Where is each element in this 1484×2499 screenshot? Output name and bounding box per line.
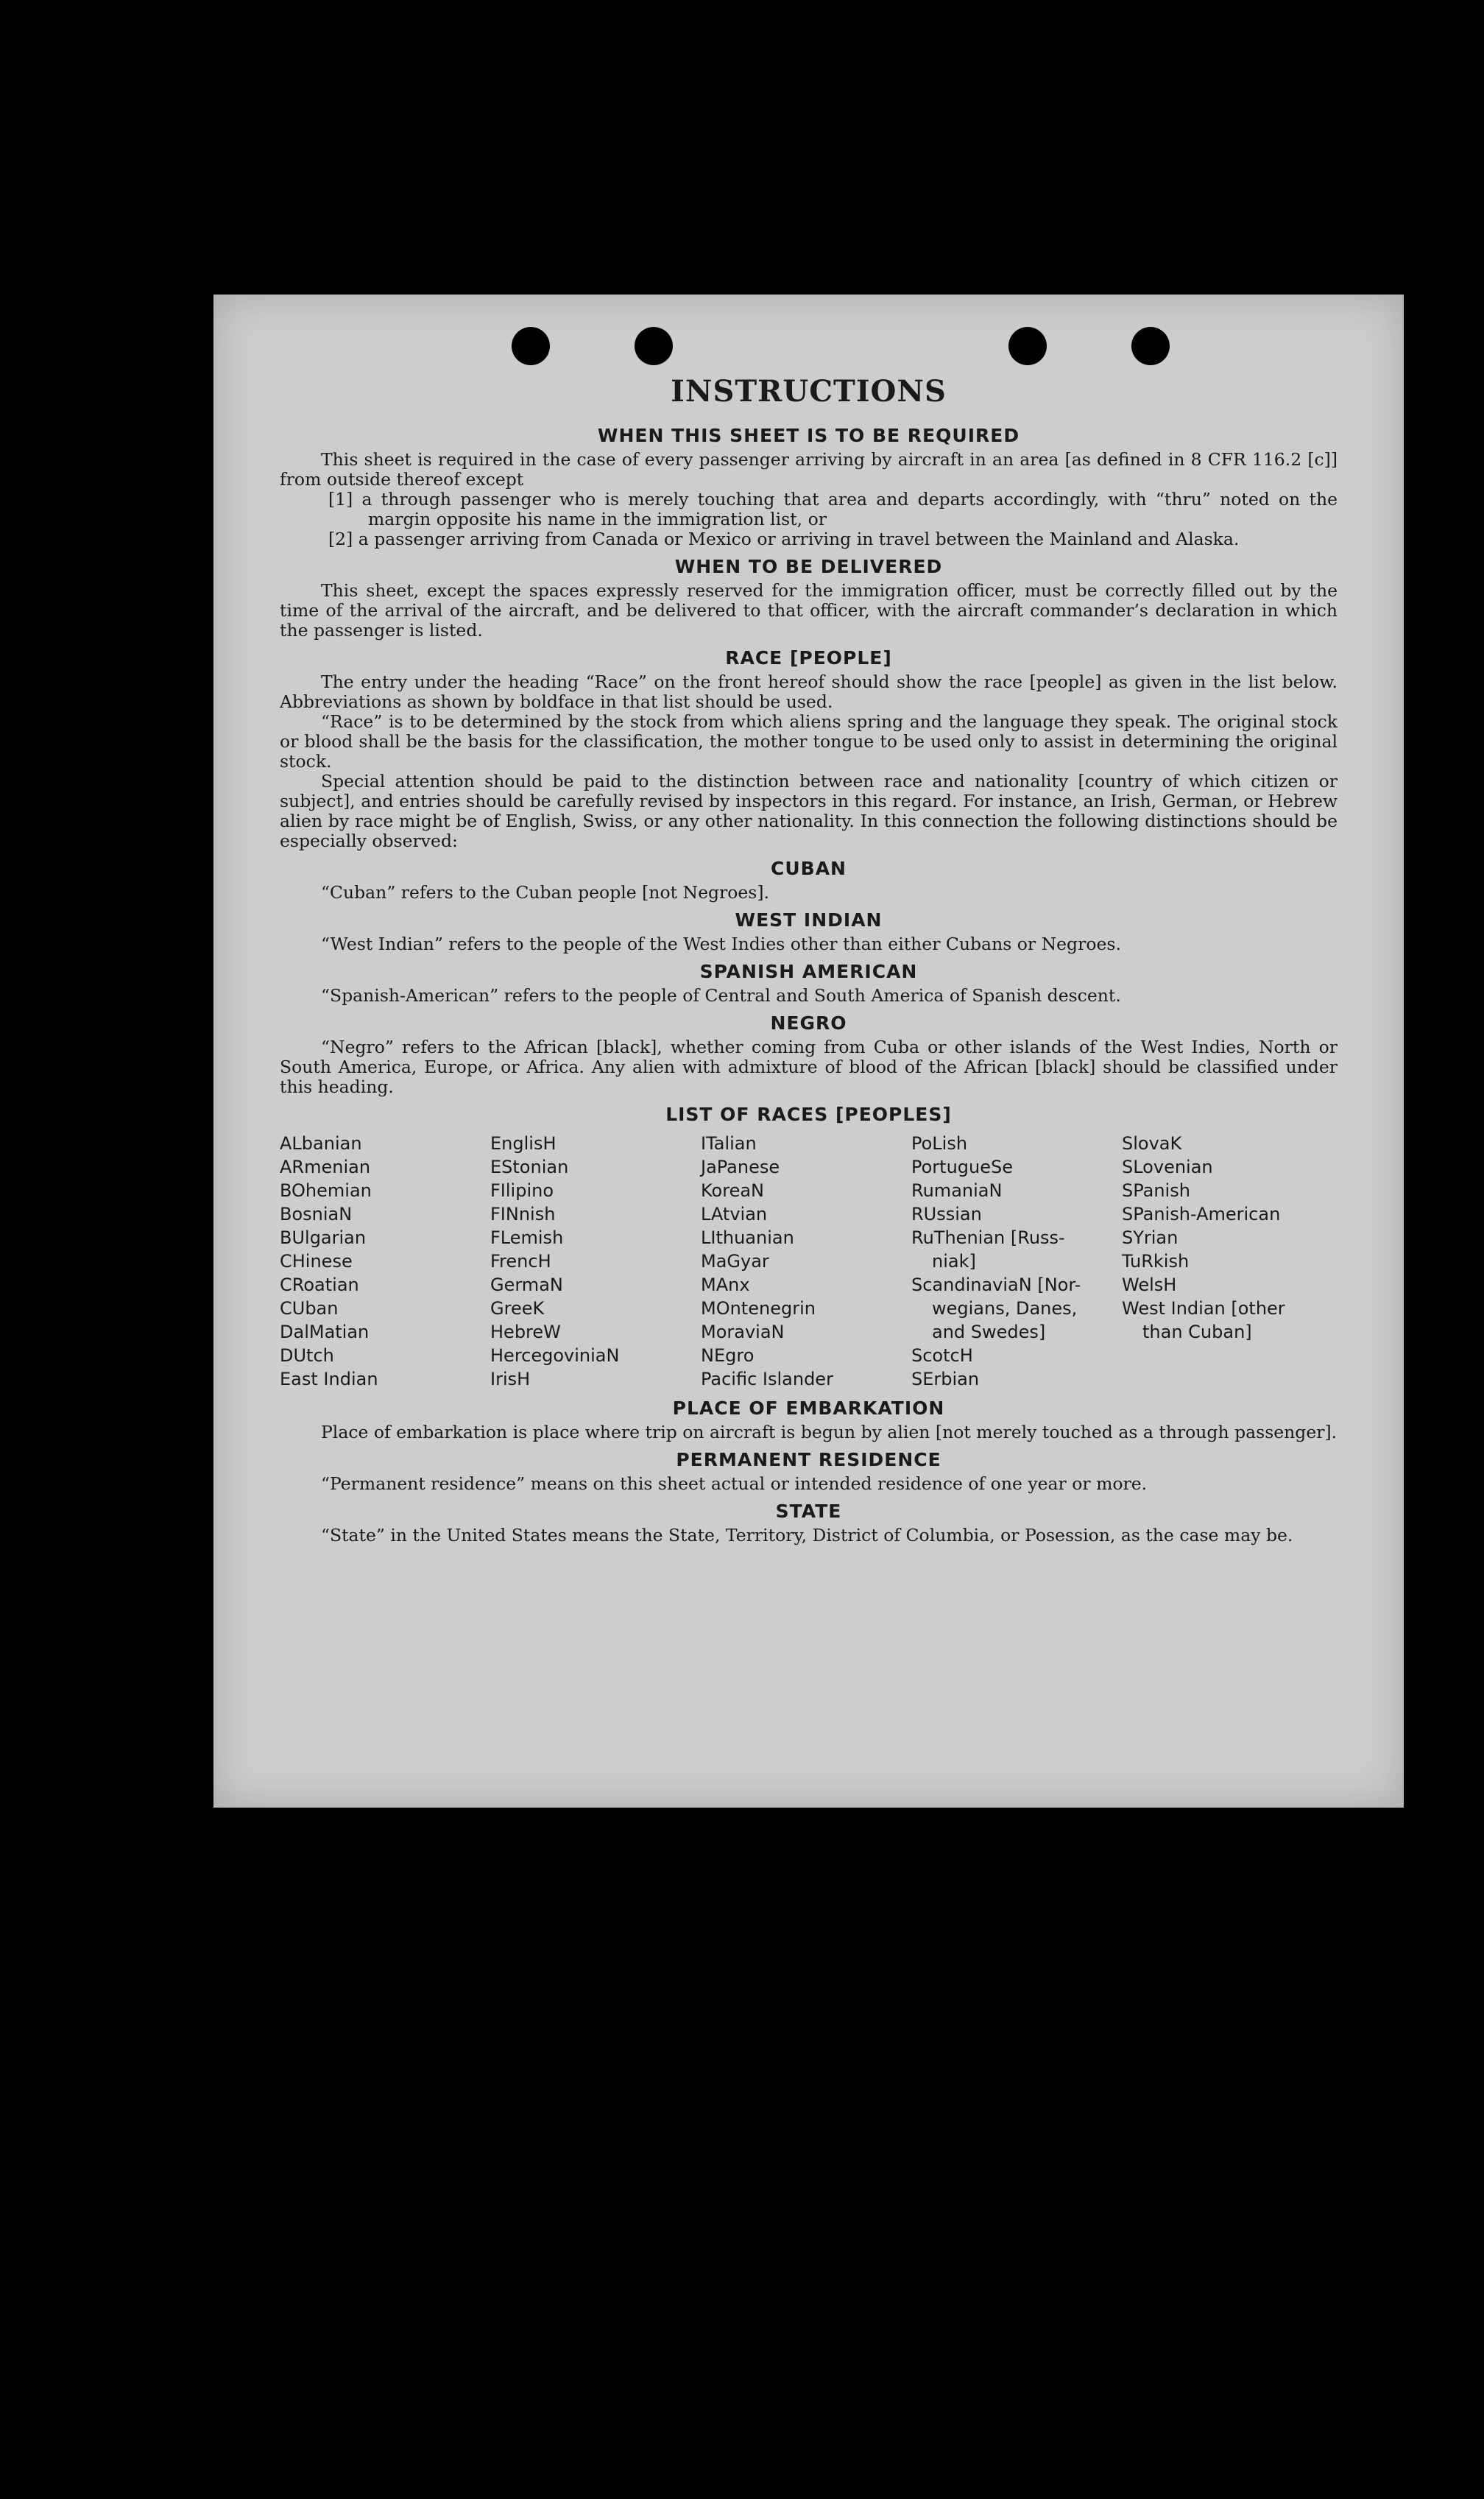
race-item: SLovenian (1122, 1157, 1213, 1177)
race-item: BOhemian (280, 1180, 372, 1201)
punch-hole-2 (635, 327, 673, 365)
race-item: East Indian (280, 1369, 378, 1389)
race-item: MOntenegrin (701, 1298, 816, 1319)
race-item: CRoatian (280, 1275, 359, 1295)
races-column (490, 1132, 701, 1391)
race-item-continuation: than Cuban] (1142, 1322, 1252, 1342)
paragraph: Special attention should be paid to the distinction between race and nationality [country of which citizen or subject], and entries should be carefully revised by inspectors in this regard. For instance, an Irish, German, or Hebrew alien by race might be of English, Swiss, or any other nationality. In this connection the following distinctions should be especially observed: (280, 771, 1338, 851)
race-item: ScotcH (911, 1345, 973, 1366)
section-heading: CUBAN (771, 858, 847, 879)
race-item: HebreW (490, 1322, 561, 1342)
race-item: LAtvian (701, 1204, 768, 1224)
paragraph: “Permanent residence” means on this sheet actual or intended residence of one year or more. (321, 1473, 1148, 1494)
section-heading: STATE (775, 1501, 842, 1522)
race-item: SlovaK (1122, 1133, 1182, 1154)
race-item: IrisH (490, 1369, 531, 1389)
race-item: MoraviaN (701, 1322, 785, 1342)
race-item: PortugueSe (911, 1157, 1013, 1177)
race-item-continuation: and Swedes] (932, 1322, 1046, 1342)
paragraph: “Race” is to be determined by the stock from which aliens spring and the language they speak. The original stock or blood shall be the basis for the classification, the mother tongue to be used only to assist in determining the original stock. (280, 711, 1338, 772)
race-item: West Indian [other (1122, 1298, 1285, 1319)
document-title: INSTRUCTIONS (671, 374, 947, 409)
race-item: SYrian (1122, 1227, 1179, 1248)
paragraph: The entry under the heading “Race” on the front hereof should show the race [people] as given in the list below. Abbreviations as shown by boldface in that list should be used. (280, 672, 1338, 712)
races-column (911, 1132, 1122, 1391)
race-item: ARmenian (280, 1157, 371, 1177)
race-item: SPanish (1122, 1180, 1190, 1201)
race-item: KoreaN (701, 1180, 764, 1201)
race-item: GreeK (490, 1298, 545, 1319)
race-item: ALbanian (280, 1133, 362, 1154)
race-item: RuThenian [Russ- (911, 1227, 1065, 1248)
document-sheet (213, 295, 1404, 1808)
race-item: Pacific Islander (701, 1369, 833, 1389)
section-heading: PERMANENT RESIDENCE (676, 1449, 941, 1470)
section-heading: WHEN THIS SHEET IS TO BE REQUIRED (597, 425, 1020, 446)
races-column (701, 1132, 911, 1391)
races-table (280, 1132, 1338, 1391)
race-item: DalMatian (280, 1322, 370, 1342)
races-column (280, 1132, 490, 1391)
paragraph: Place of embarkation is place where trip on aircraft is begun by alien [not merely touched as a through passenger]. (321, 1422, 1338, 1442)
race-item: MaGyar (701, 1251, 769, 1272)
race-item: EStonian (490, 1157, 569, 1177)
section-heading: SPANISH AMERICAN (699, 961, 918, 982)
race-item: RUssian (911, 1204, 982, 1224)
race-item-continuation: wegians, Danes, (932, 1298, 1078, 1319)
race-item: FLemish (490, 1227, 564, 1248)
races-heading: LIST OF RACES [PEOPLES] (665, 1104, 952, 1125)
paragraph: This sheet is required in the case of every passenger arriving by aircraft in an area [as defined in 8 CFR 116.2 [c]] from outside thereof except (280, 449, 1338, 490)
race-item: NEgro (701, 1345, 755, 1366)
race-item: RumaniaN (911, 1180, 1003, 1201)
paragraph: “State” in the United States means the State, Territory, District of Columbia, or Posession, as the case may be. (321, 1525, 1293, 1545)
race-item: PoLish (911, 1133, 968, 1154)
race-item: FINnish (490, 1204, 556, 1224)
race-item: ScandinaviaN [Nor- (911, 1275, 1081, 1295)
race-item: CUban (280, 1298, 339, 1319)
race-item: TuRkish (1122, 1251, 1190, 1272)
race-item: FrencH (490, 1251, 551, 1272)
section-heading: PLACE OF EMBARKATION (672, 1397, 945, 1419)
race-item: MAnx (701, 1275, 750, 1295)
race-item: FIlipino (490, 1180, 554, 1201)
races-column (1122, 1132, 1332, 1391)
punch-hole-4 (1131, 327, 1170, 365)
race-item: EnglisH (490, 1133, 556, 1154)
section-heading: WHEN TO BE DELIVERED (674, 556, 943, 577)
section-heading: RACE [PEOPLE] (725, 647, 892, 669)
list-item: [1] a through passenger who is merely touching that area and departs accordingly, with “thru” noted on the margin opposite his name in the immigration list, or (328, 489, 1338, 529)
paragraph: “West Indian” refers to the people of the West Indies other than either Cubans or Negroes. (321, 934, 1121, 954)
race-item: SPanish-American (1122, 1204, 1281, 1224)
section-heading: WEST INDIAN (735, 909, 883, 931)
race-item: JaPanese (701, 1157, 780, 1177)
race-item: DUtch (280, 1345, 334, 1366)
race-item: GermaN (490, 1275, 563, 1295)
race-item: ITalian (701, 1133, 757, 1154)
paragraph: “Negro” refers to the African [black], whether coming from Cuba or other islands of the West Indies, North or South America, Europe, or Africa. Any alien with admixture of blood of the African [black] should be classified under this heading. (280, 1037, 1338, 1097)
punch-hole-1 (512, 327, 550, 365)
race-item: HercegoviniaN (490, 1345, 620, 1366)
race-item: CHinese (280, 1251, 353, 1272)
race-item: BosniaN (280, 1204, 353, 1224)
paragraph: “Spanish-American” refers to the people of Central and South America of Spanish descent. (321, 985, 1121, 1006)
punch-hole-3 (1008, 327, 1047, 365)
list-item: [2] a passenger arriving from Canada or Mexico or arriving in travel between the Mainland and Alaska. (328, 529, 1240, 549)
race-item-continuation: niak] (932, 1251, 976, 1272)
document-body (280, 418, 1338, 1545)
paragraph: This sheet, except the spaces expressly reserved for the immigration officer, must be correctly filled out by the time of the arrival of the aircraft, and be delivered to that officer, with the aircraft commander’s declaration in which the passenger is listed. (280, 580, 1338, 641)
section-heading: NEGRO (770, 1012, 847, 1034)
race-item: BUlgarian (280, 1227, 367, 1248)
race-item: WelsH (1122, 1275, 1177, 1295)
race-item: LIthuanian (701, 1227, 794, 1248)
paragraph: “Cuban” refers to the Cuban people [not Negroes]. (321, 882, 770, 903)
race-item: SErbian (911, 1369, 980, 1389)
punch-holes (213, 324, 1404, 368)
